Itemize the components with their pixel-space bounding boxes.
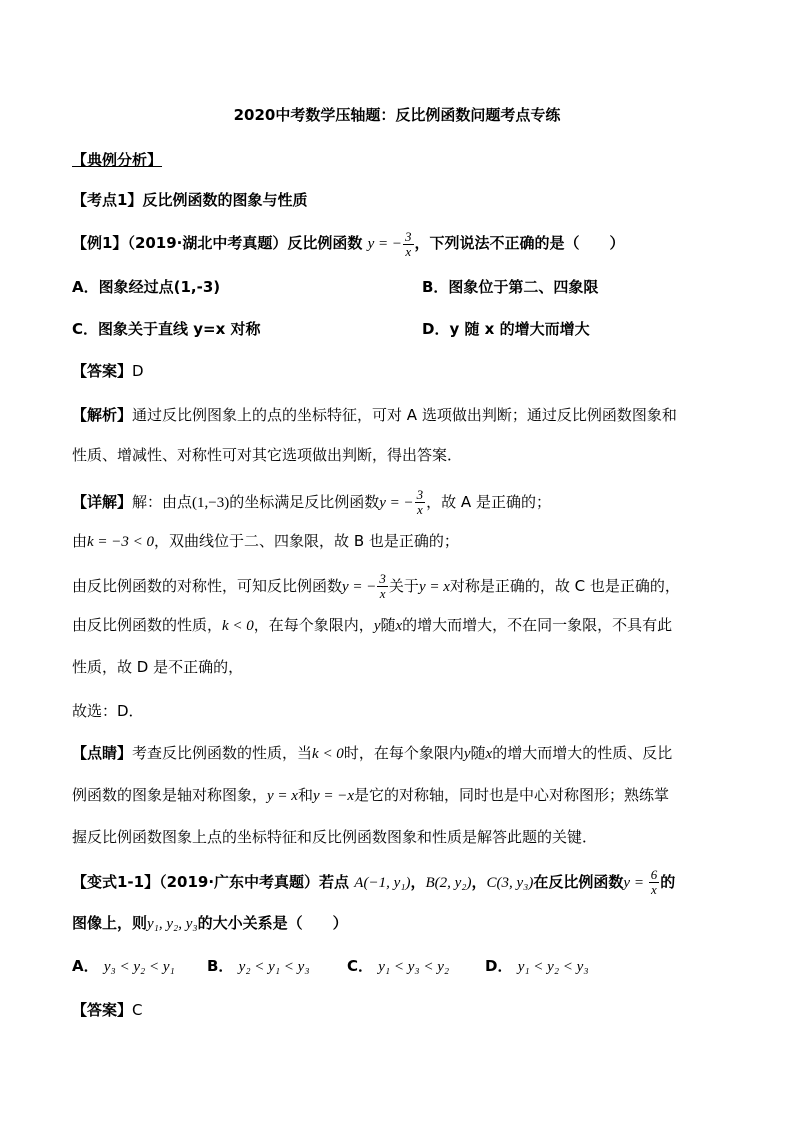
function-expression-3: y = − $\frac{3}{x}$ [342, 571, 386, 601]
k-expression: k = −3 < 0 [87, 534, 155, 550]
answer-label: 【答案】 [72, 362, 133, 380]
detail-line-4: 由反比例函数的性质，k < 0，在每个象限内，y随x的增大而增大，不在同一象限，不具有此 [72, 616, 673, 634]
point-c: C(3, y₃) [486, 875, 534, 891]
detail-label: 【详解】 [72, 493, 133, 511]
page-title: 2020中考数学压轴题：反比例函数问题考点专练 [233, 106, 561, 124]
example-label: 【例1】 [72, 233, 128, 252]
comment-line-3: 握反比例函数图象上点的坐标特征和反比例函数图象和性质是解答此题的关键． [72, 828, 598, 846]
variant-label: 【变式1-1】 [72, 873, 160, 891]
option-d: D．y 随 x 的增大而增大 [422, 320, 590, 338]
section-heading [72, 149, 754, 171]
function-expression-2: y = − $\frac{3}{x}$ [379, 487, 424, 517]
point-expression: (1,−3) [192, 495, 230, 511]
comment-label: 【点睛】 [72, 744, 133, 762]
knowledge-point-heading: 【考点1】反比例函数的图象与性质 [72, 191, 308, 209]
variant-answer-line: 【答案】C [72, 1001, 143, 1019]
answer-value: D [132, 362, 144, 380]
analysis-line-1: 【解析】通过反比例图象上的点的坐标特征，可对 A 选项做出判断；通过反比例函数图象和 [72, 406, 677, 424]
comment-line-2: 例函数的图象是轴对称图象，y = x和y = −x是它的对称轴，同时也是中心对称图形；熟练掌 [72, 786, 670, 804]
option-c: C．图象关于直线 y=x 对称 [72, 320, 261, 338]
variant-option-c: C． y₁ < y₃ < y₂ [347, 957, 450, 975]
detail-line-2: 由k = −3 < 0，双曲线位于二、四象限，故 B 也是正确的； [72, 532, 459, 550]
detail-line-6: 故选：D． [72, 702, 144, 720]
function-expression-4: y = $\frac{6}{x}$ [623, 867, 658, 897]
section-label: 【典例分析】 [72, 151, 163, 169]
analysis-line-2: 性质、增减性、对称性可对其它选项做出判断，得出答案． [72, 446, 463, 464]
function-expression: y = − $\frac{3}{x}$ [367, 229, 412, 259]
variant-1-question-line-2: 图像上，则y₁, y₂, y₃的大小关系是（ ） [72, 914, 348, 932]
variant-options [72, 955, 754, 978]
answer-line [72, 360, 754, 382]
variant-option-a: A． y₃ < y₂ < y₁ [72, 957, 175, 975]
detail-line-5: 性质，故 D 是不正确的， [72, 658, 244, 676]
variant-option-b: B． y₂ < y₁ < y₃ [207, 957, 310, 975]
analysis-label: 【解析】 [72, 406, 133, 424]
example-source: （2019·湖北中考真题）反比例函数 [127, 233, 363, 252]
question-tail: ，下列说法不正确的是（ ） [414, 233, 625, 252]
example-1-question [72, 230, 754, 259]
option-a: A．图象经过点(1,-3) [72, 278, 221, 296]
point-b: B(2, y₂) [425, 875, 472, 891]
detail-line-1: 【详解】解：由点(1,−3)的坐标满足反比例函数y = − $\frac{3}{x}$ ，故 A 是正确的； [72, 487, 551, 517]
options-row-1 [72, 276, 754, 298]
variant-answer-value: C [132, 1001, 143, 1019]
point-a: A(−1, y₁) [354, 875, 411, 891]
variant-1-question: 【变式1-1】（2019·广东中考真题）若点 A(−1, y₁)，B(2, y₂)，C(3, y₃)在反比例函数y = $\frac{6}{x}$ 的 [72, 867, 676, 897]
detail-line-3: 由反比例函数的对称性，可知反比例函数y = − $\frac{3}{x}$ 关于y = x对称是正确的，故 C 也是正确的， [72, 571, 680, 601]
options-row-2 [72, 318, 754, 340]
comment-line-1: 【点睛】考查反比例函数的性质，当k < 0时，在每个象限内y随x的增大而增大的性质、反比 [72, 744, 673, 762]
option-b: B．图象位于第二、四象限 [422, 278, 599, 296]
variant-option-d: D． y₁ < y₂ < y₃ [485, 957, 589, 975]
